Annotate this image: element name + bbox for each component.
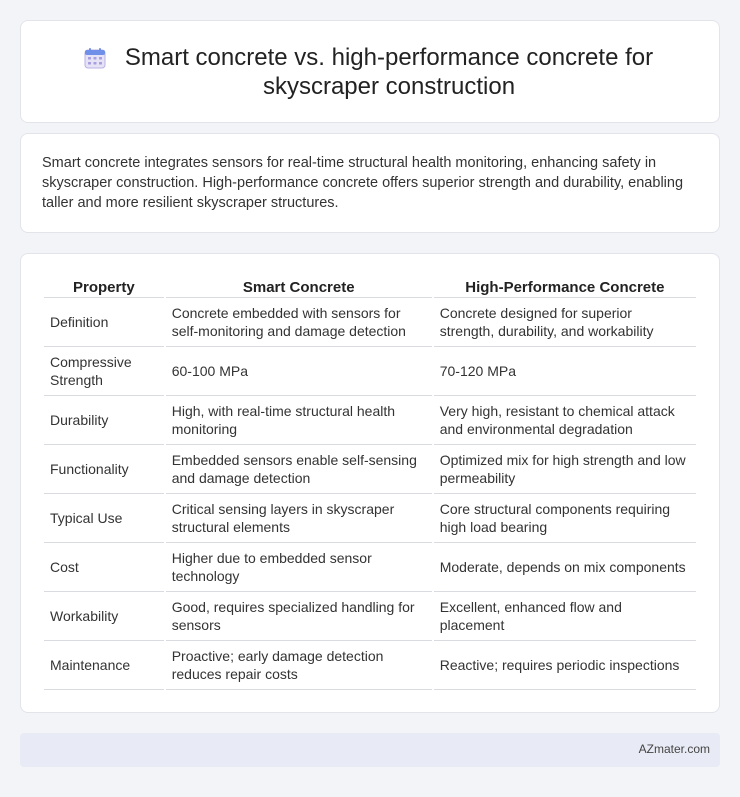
smart-cell: Embedded sensors enable self-sensing and damage detection — [166, 445, 432, 494]
row-label: Compressive Strength — [44, 347, 164, 396]
smart-cell: High, with real-time structural health monitoring — [166, 396, 432, 445]
smart-cell: 60-100 MPa — [166, 347, 432, 396]
table-row — [44, 298, 696, 347]
smart-cell: Higher due to embedded sensor technology — [166, 543, 432, 592]
hpc-cell: Optimized mix for high strength and low permeability — [434, 445, 696, 494]
header-high-performance-concrete: High-Performance Concrete — [434, 274, 696, 298]
page-title: Smart concrete vs. high-performance concrete for skyscraper construction — [124, 43, 654, 100]
smart-cell: Good, requires specialized handling for sensors — [166, 592, 432, 641]
hpc-cell: Very high, resistant to chemical attack and environmental degradation — [434, 396, 696, 445]
smart-cell: Concrete embedded with sensors for self-monitoring and damage detection — [166, 298, 432, 347]
header-property: Property — [44, 274, 164, 298]
row-label: Cost — [44, 543, 164, 592]
title-card — [20, 20, 720, 123]
row-label: Workability — [44, 592, 164, 641]
hpc-cell: 70-120 MPa — [434, 347, 696, 396]
table-row — [44, 494, 696, 543]
table-row — [44, 445, 696, 494]
comparison-table — [42, 274, 698, 690]
row-label: Durability — [44, 396, 164, 445]
comparison-card — [20, 253, 720, 713]
hpc-cell: Concrete designed for superior strength, durability, and workability — [434, 298, 696, 347]
table-row — [44, 543, 696, 592]
hpc-cell: Moderate, depends on mix components — [434, 543, 696, 592]
table-row — [44, 347, 696, 396]
footer-site-link[interactable]: AZmater.com — [638, 742, 710, 756]
hpc-cell: Reactive; requires periodic inspections — [434, 641, 696, 690]
table-row — [44, 396, 696, 445]
row-label: Functionality — [44, 445, 164, 494]
table-row — [44, 641, 696, 690]
footer-bar — [20, 733, 720, 767]
hpc-cell: Excellent, enhanced flow and placement — [434, 592, 696, 641]
intro-card — [20, 133, 720, 233]
table-header-row — [44, 274, 696, 298]
smart-cell: Proactive; early damage detection reduces repair costs — [166, 641, 432, 690]
table-row — [44, 592, 696, 641]
intro-paragraph: Smart concrete integrates sensors for real-time structural health monitoring, enhancing safety in skyscraper construction. High-performance concrete offers superior strength and durability, enabling taller and more resilient skyscraper structures. — [42, 155, 684, 211]
row-label: Typical Use — [44, 494, 164, 543]
hpc-cell: Core structural components requiring high load bearing — [434, 494, 696, 543]
smart-cell: Critical sensing layers in skyscraper structural elements — [166, 494, 432, 543]
row-label: Definition — [44, 298, 164, 347]
header-smart-concrete: Smart Concrete — [166, 274, 432, 298]
row-label: Maintenance — [44, 641, 164, 690]
